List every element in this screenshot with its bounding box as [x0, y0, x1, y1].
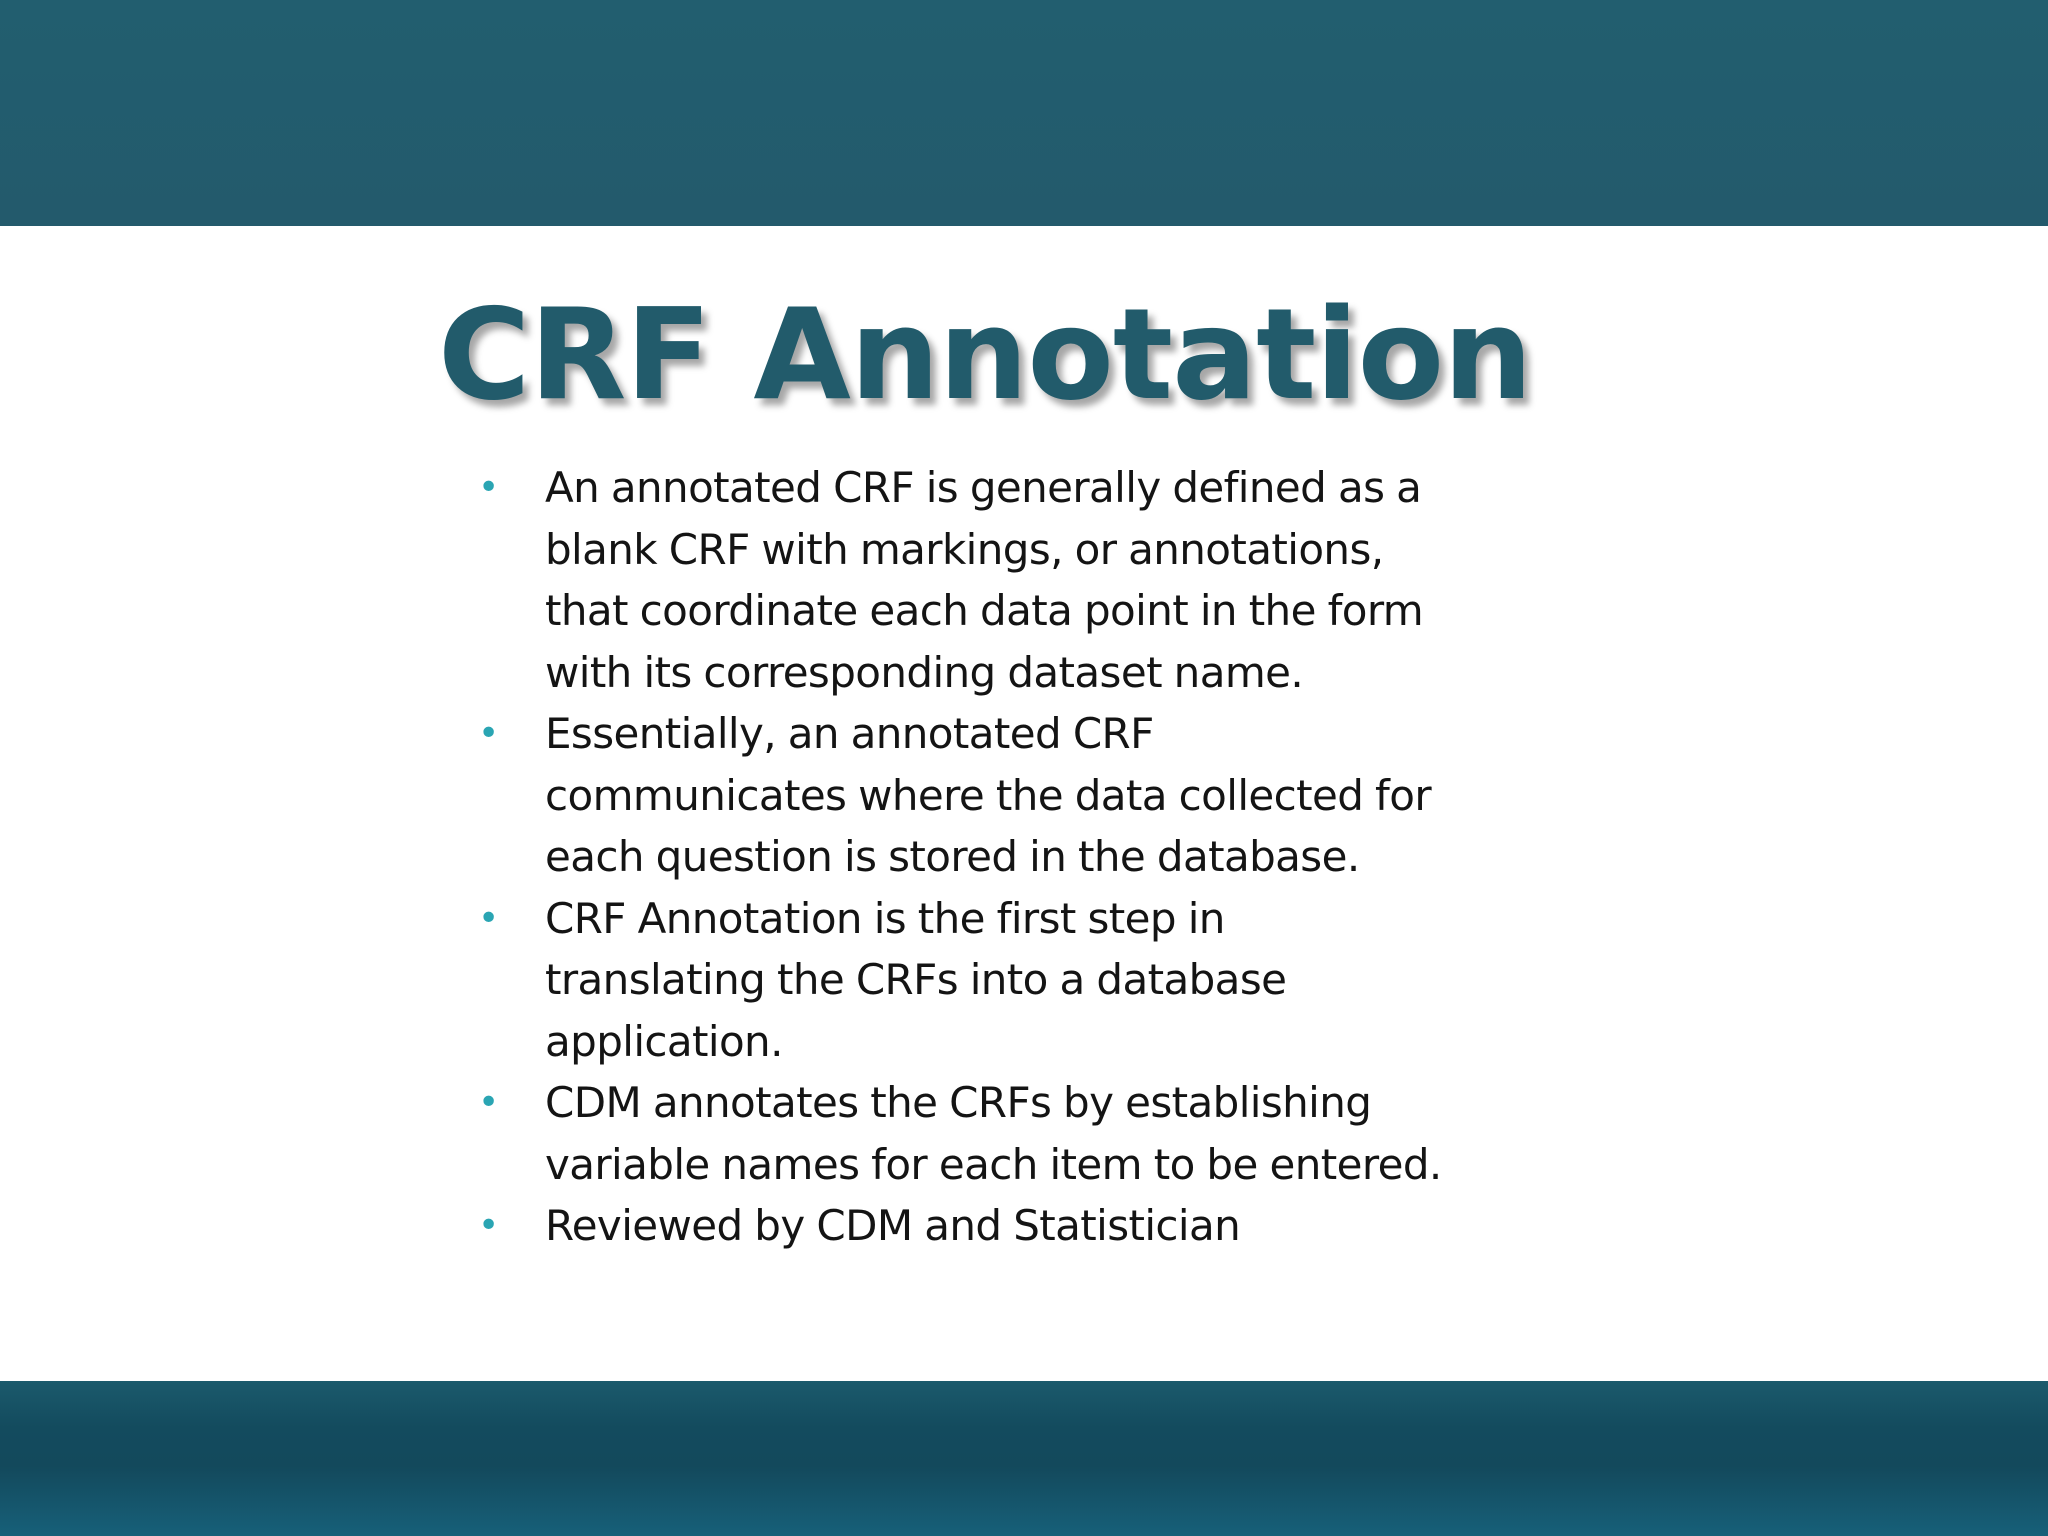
bullet-text	[545, 1072, 1528, 1195]
bullet-dot-icon: •	[478, 713, 500, 754]
bullet-line: An annotated CRF is generally defined as a	[545, 463, 1422, 512]
bullet-line: CDM annotates the CRFs by establishing	[545, 1078, 1372, 1127]
bullet-line: Essentially, an annotated CRF	[545, 709, 1154, 758]
bullet-item	[478, 457, 1528, 703]
bullet-line: communicates where the data collected for	[545, 770, 1431, 820]
bullet-list	[478, 457, 1528, 1257]
header-band	[0, 0, 2048, 226]
slide-title: CRF Annotation	[438, 281, 1532, 428]
bullet-dot-icon: •	[478, 1082, 500, 1123]
bullet-line: translating the CRFs into a database	[545, 955, 1287, 1004]
bullet-dot-icon: •	[478, 1205, 500, 1246]
footer-band	[0, 1381, 2048, 1536]
bullet-line: variable names for each item to be entered.	[545, 1139, 1442, 1189]
bullet-line: Reviewed by CDM and Statistician	[545, 1201, 1241, 1250]
bullet-line: blank CRF with markings, or annotations,	[545, 524, 1384, 574]
bullet-line: that coordinate each data point in the form	[545, 586, 1424, 635]
bullet-item	[478, 888, 1528, 1073]
bullet-dot-icon: •	[478, 467, 500, 508]
bullet-line: each question is stored in the database.	[545, 832, 1360, 881]
bullet-item	[478, 1195, 1528, 1257]
bullet-line: application.	[545, 1016, 783, 1066]
bullet-text	[545, 457, 1528, 703]
bullet-item	[478, 1072, 1528, 1195]
bullet-text	[545, 703, 1528, 888]
bullet-line: CRF Annotation is the first step in	[545, 893, 1225, 943]
bullet-item	[478, 703, 1528, 888]
bullet-dot-icon: •	[478, 897, 500, 939]
bullet-text	[545, 888, 1528, 1073]
bullet-line: with its corresponding dataset name.	[545, 647, 1304, 697]
bullet-text	[545, 1195, 1528, 1257]
